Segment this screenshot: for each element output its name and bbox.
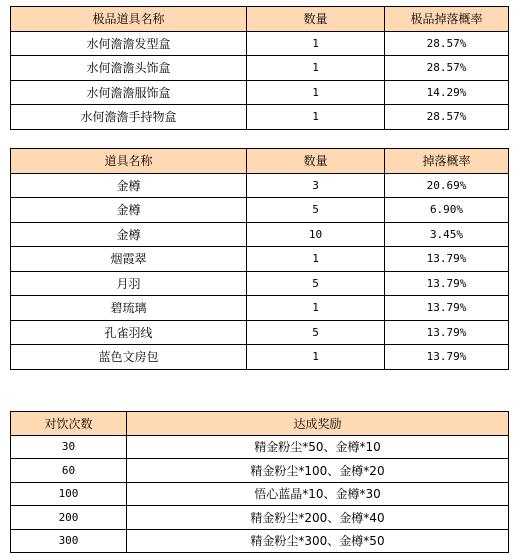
quantity-cell: 1 <box>247 56 385 81</box>
quantity-cell: 1 <box>247 80 385 105</box>
table-row <box>11 435 509 459</box>
table-row <box>11 173 509 198</box>
item-name-cell: 蓝色文房包 <box>11 345 247 370</box>
item-name-cell: 水何澹澹头饰盒 <box>11 56 247 81</box>
item-name-cell: 烟霞翠 <box>11 247 247 272</box>
table-row <box>11 198 509 223</box>
header-quantity: 数量 <box>247 149 385 174</box>
item-name-cell: 碧琉璃 <box>11 296 247 321</box>
drop-rate-cell: 28.57% <box>385 56 509 81</box>
drink-count-cell: 30 <box>11 435 127 459</box>
reward-cell: 悟心蓝晶*10、金樽*30 <box>127 482 509 506</box>
drop-rate-cell: 14.29% <box>385 80 509 105</box>
drop-rate-cell: 20.69% <box>385 173 509 198</box>
drop-rate-cell: 13.79% <box>385 345 509 370</box>
table-row <box>11 222 509 247</box>
header-quantity: 数量 <box>247 7 385 32</box>
item-name-cell: 月羽 <box>11 271 247 296</box>
premium-item-drop-table <box>10 6 509 130</box>
item-name-cell: 金樽 <box>11 173 247 198</box>
item-name-cell: 孔雀羽线 <box>11 320 247 345</box>
item-name-cell: 水何澹澹手持物盒 <box>11 105 247 130</box>
table-row <box>11 529 509 553</box>
reward-cell: 精金粉尘*50、金樽*10 <box>127 435 509 459</box>
table-row <box>11 459 509 483</box>
drop-rate-cell: 13.79% <box>385 296 509 321</box>
table-header-row <box>11 149 509 174</box>
table-header-row <box>11 7 509 32</box>
table-row <box>11 31 509 56</box>
quantity-cell: 1 <box>247 247 385 272</box>
table-row <box>11 56 509 81</box>
header-reward: 达成奖励 <box>127 412 509 436</box>
drop-rate-cell: 3.45% <box>385 222 509 247</box>
reward-cell: 精金粉尘*200、金樽*40 <box>127 506 509 530</box>
reward-cell: 精金粉尘*300、金樽*50 <box>127 529 509 553</box>
quantity-cell: 1 <box>247 105 385 130</box>
header-item-name: 道具名称 <box>11 149 247 174</box>
drop-rate-cell: 28.57% <box>385 105 509 130</box>
drink-count-reward-table <box>10 411 509 553</box>
table-row <box>11 80 509 105</box>
table-row <box>11 296 509 321</box>
reward-cell: 精金粉尘*100、金樽*20 <box>127 459 509 483</box>
table-row <box>11 482 509 506</box>
table-row <box>11 247 509 272</box>
item-name-cell: 水何澹澹服饰盒 <box>11 80 247 105</box>
item-name-cell: 金樽 <box>11 198 247 223</box>
table-header-row <box>11 412 509 436</box>
table-row <box>11 506 509 530</box>
drop-rate-cell: 13.79% <box>385 320 509 345</box>
drop-rate-cell: 13.79% <box>385 271 509 296</box>
header-drop-rate: 掉落概率 <box>385 149 509 174</box>
drink-count-cell: 100 <box>11 482 127 506</box>
item-drop-table <box>10 148 509 370</box>
drink-count-cell: 60 <box>11 459 127 483</box>
quantity-cell: 5 <box>247 198 385 223</box>
quantity-cell: 5 <box>247 271 385 296</box>
table-row <box>11 320 509 345</box>
drink-count-cell: 200 <box>11 506 127 530</box>
drop-rate-cell: 28.57% <box>385 31 509 56</box>
header-drink-count: 对饮次数 <box>11 412 127 436</box>
item-name-cell: 金樽 <box>11 222 247 247</box>
table-row <box>11 105 509 130</box>
drink-count-cell: 300 <box>11 529 127 553</box>
drop-rate-cell: 13.79% <box>385 247 509 272</box>
table-row <box>11 345 509 370</box>
quantity-cell: 3 <box>247 173 385 198</box>
quantity-cell: 1 <box>247 345 385 370</box>
quantity-cell: 5 <box>247 320 385 345</box>
quantity-cell: 1 <box>247 296 385 321</box>
item-name-cell: 水何澹澹发型盒 <box>11 31 247 56</box>
drop-rate-cell: 6.90% <box>385 198 509 223</box>
quantity-cell: 10 <box>247 222 385 247</box>
header-premium-item-name: 极品道具名称 <box>11 7 247 32</box>
header-premium-drop-rate: 极品掉落概率 <box>385 7 509 32</box>
table-row <box>11 271 509 296</box>
quantity-cell: 1 <box>247 31 385 56</box>
